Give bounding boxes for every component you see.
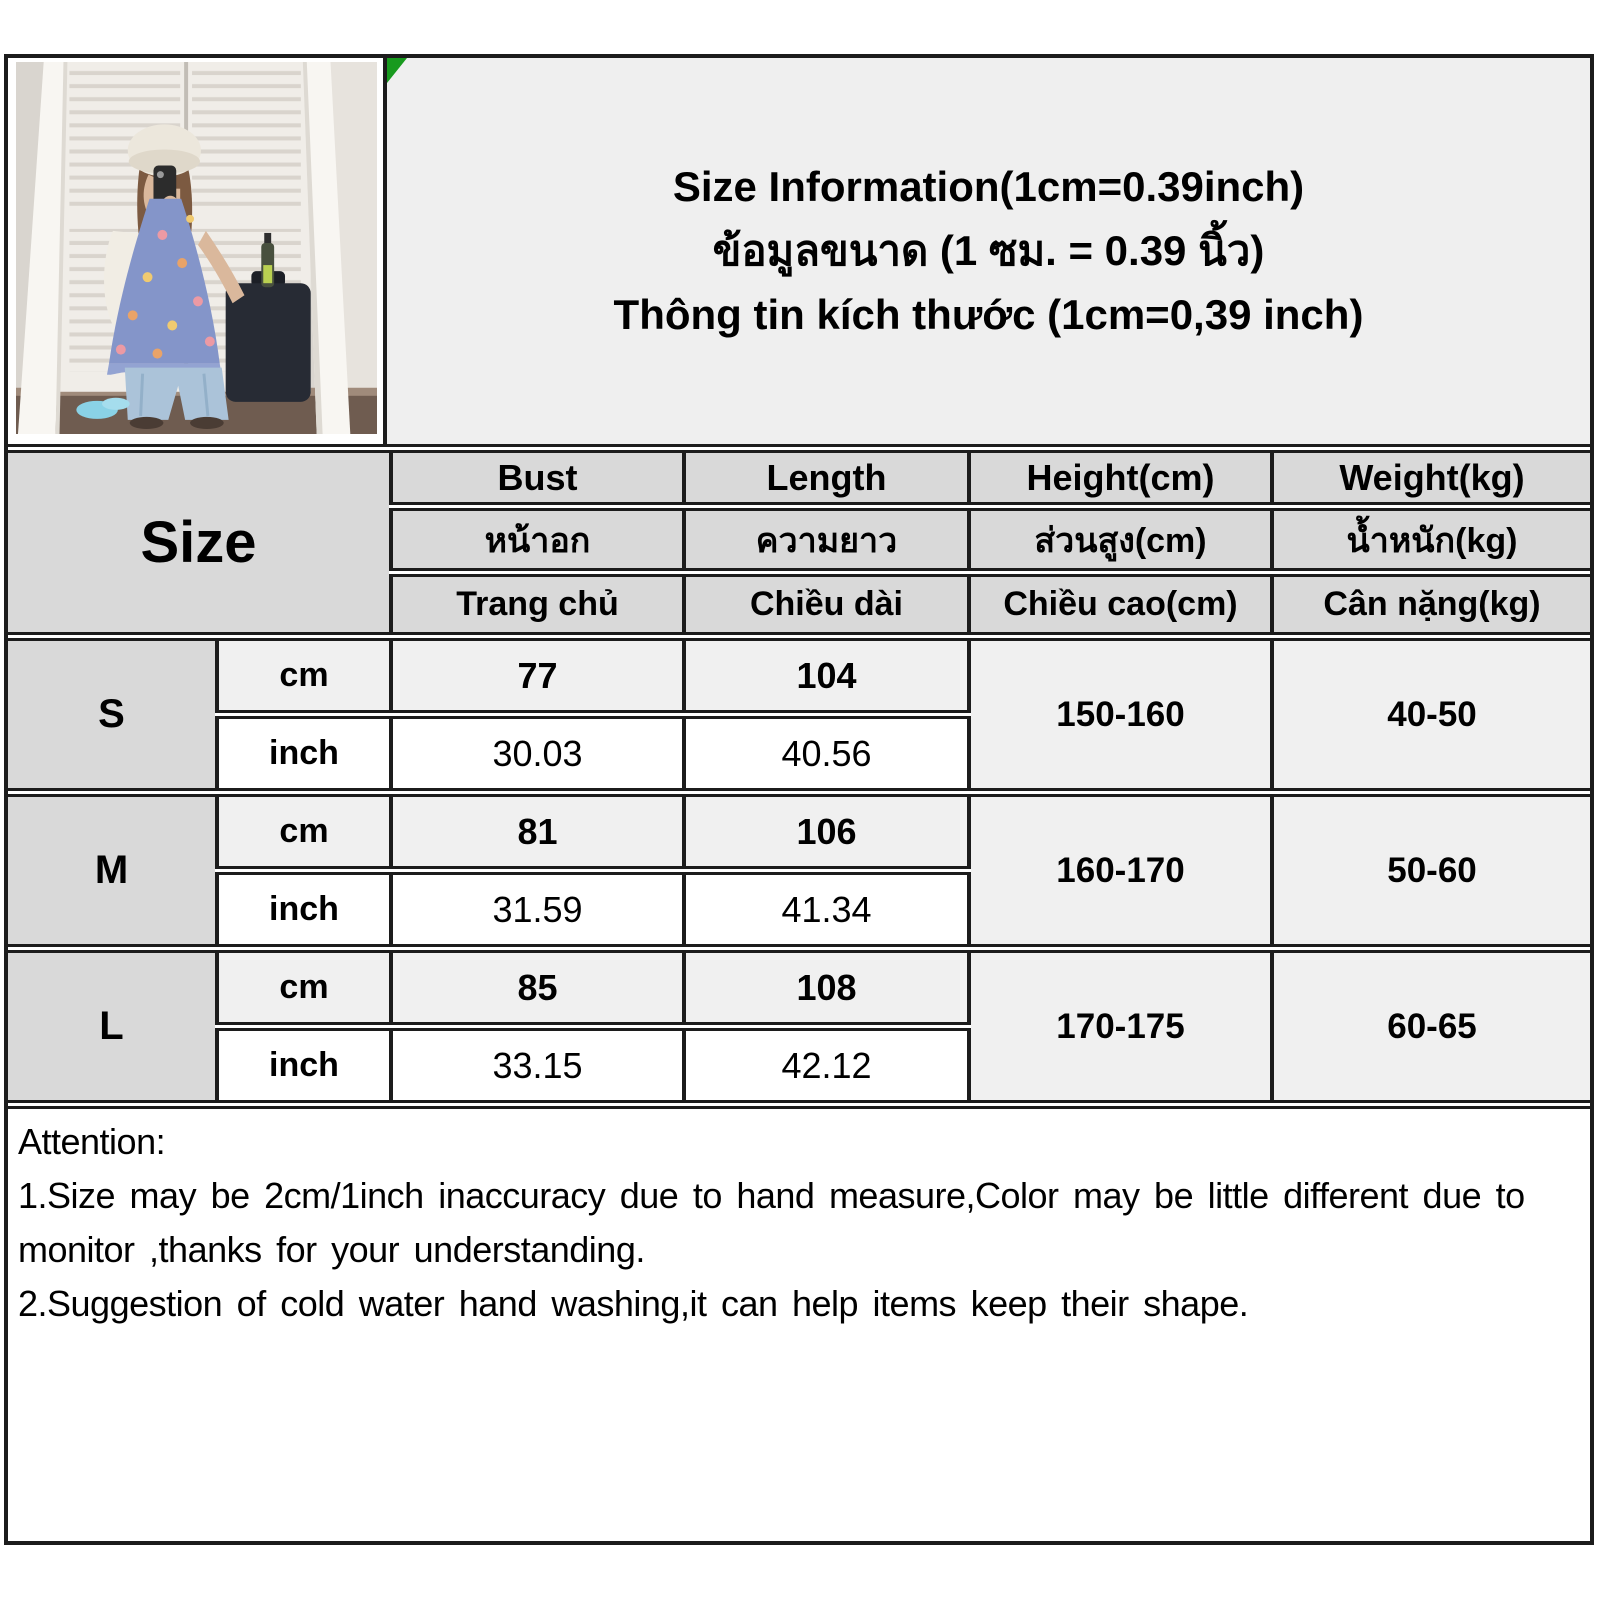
unit-label-cm: cm bbox=[217, 793, 391, 871]
col-header-bust-en: Bust bbox=[391, 449, 684, 507]
col-header-bust-th: หน้าอก bbox=[391, 507, 684, 573]
unit-label-cm: cm bbox=[217, 949, 391, 1027]
length-cm-m: 106 bbox=[684, 793, 969, 871]
attention-note-1: 1.Size may be 2cm/1inch inaccuracy due to hand measure,Color may be little different due to monitor ,thanks for your understanding. bbox=[18, 1175, 1525, 1270]
size-chart-panel bbox=[4, 54, 1594, 1545]
unit-label-inch: inch bbox=[217, 871, 391, 949]
height-range-s: 150-160 bbox=[969, 637, 1272, 793]
col-header-height-en: Height(cm) bbox=[969, 449, 1272, 507]
col-header-height-vi: Chiều cao(cm) bbox=[969, 573, 1272, 637]
length-inch-l: 42.12 bbox=[684, 1027, 969, 1105]
table-row bbox=[8, 793, 1590, 871]
weight-range-m: 50-60 bbox=[1272, 793, 1590, 949]
bust-inch-s: 30.03 bbox=[391, 715, 684, 793]
table-row bbox=[8, 949, 1590, 1027]
col-header-bust-vi: Trang chủ bbox=[391, 573, 684, 637]
size-table bbox=[8, 444, 1590, 1109]
product-photo-cell bbox=[8, 58, 387, 444]
unit-label-cm: cm bbox=[217, 637, 391, 715]
length-cm-s: 104 bbox=[684, 637, 969, 715]
title-english: Size Information(1cm=0.39inch) bbox=[672, 163, 1305, 210]
col-header-height-th: ส่วนสูง(cm) bbox=[969, 507, 1272, 573]
attention-notes bbox=[8, 1109, 1590, 1541]
bust-cm-m: 81 bbox=[391, 793, 684, 871]
banner-row bbox=[8, 58, 1590, 444]
size-label-l: L bbox=[8, 949, 217, 1105]
attention-note-2: 2.Suggestion of cold water hand washing,it can help items keep their shape. bbox=[18, 1283, 1249, 1324]
attention-heading: Attention: bbox=[18, 1121, 166, 1162]
bust-cm-l: 85 bbox=[391, 949, 684, 1027]
length-inch-s: 40.56 bbox=[684, 715, 969, 793]
weight-range-l: 60-65 bbox=[1272, 949, 1590, 1105]
col-header-weight-en: Weight(kg) bbox=[1272, 449, 1590, 507]
height-range-m: 160-170 bbox=[969, 793, 1272, 949]
col-header-weight-vi: Cân nặng(kg) bbox=[1272, 573, 1590, 637]
size-label-s: S bbox=[8, 637, 217, 793]
length-inch-m: 41.34 bbox=[684, 871, 969, 949]
corner-marker-icon bbox=[387, 58, 407, 83]
bust-inch-m: 31.59 bbox=[391, 871, 684, 949]
height-range-l: 170-175 bbox=[969, 949, 1272, 1105]
size-label-m: M bbox=[8, 793, 217, 949]
col-header-length-vi: Chiều dài bbox=[684, 573, 969, 637]
unit-label-inch: inch bbox=[217, 1027, 391, 1105]
bust-cm-s: 77 bbox=[391, 637, 684, 715]
title-vietnamese: Thông tin kích thước (1cm=0,39 inch) bbox=[613, 291, 1364, 338]
length-cm-l: 108 bbox=[684, 949, 969, 1027]
unit-label-inch: inch bbox=[217, 715, 391, 793]
product-photo bbox=[16, 62, 377, 434]
col-header-length-en: Length bbox=[684, 449, 969, 507]
col-header-length-th: ความยาว bbox=[684, 507, 969, 573]
title-banner bbox=[387, 58, 1590, 444]
weight-range-s: 40-50 bbox=[1272, 637, 1590, 793]
title-thai: ข้อมูลขนาด (1 ซม. = 0.39 นิ้ว) bbox=[712, 227, 1265, 274]
bust-inch-l: 33.15 bbox=[391, 1027, 684, 1105]
table-row bbox=[8, 637, 1590, 715]
col-header-weight-th: น้ำหนัก(kg) bbox=[1272, 507, 1590, 573]
size-column-header: Size bbox=[8, 449, 391, 637]
